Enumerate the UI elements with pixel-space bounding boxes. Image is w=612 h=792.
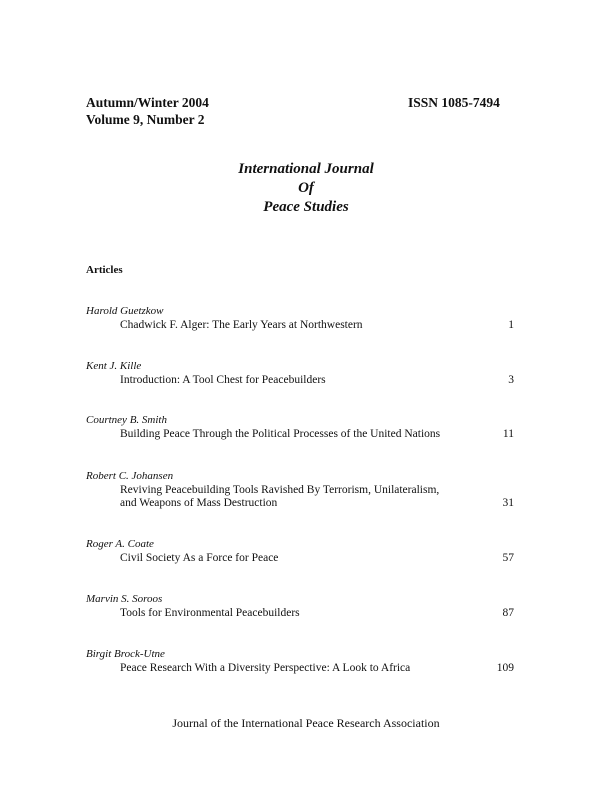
article-author: Courtney B. Smith	[86, 414, 167, 426]
journal-title-line-1: International Journal	[238, 161, 374, 177]
article-title: Chadwick F. Alger: The Early Years at Northwestern	[120, 319, 363, 331]
volume-number: Volume 9, Number 2	[86, 112, 205, 127]
article-page: 11	[502, 428, 514, 440]
article-title: Civil Society As a Force for Peace	[120, 552, 279, 564]
article-author: Marvin S. Soroos	[86, 593, 163, 605]
article-author: Roger A. Coate	[86, 538, 154, 550]
article-author: Harold Guetzkow	[86, 305, 164, 317]
article-title: Reviving Peacebuilding Tools Ravished By Terrorism, Unilateralism,	[120, 484, 440, 496]
article-page: 1	[508, 319, 514, 331]
article-page: 109	[496, 662, 514, 674]
article-title: Peace Research With a Diversity Perspective: A Look to Africa	[120, 662, 411, 674]
article-title: Tools for Environmental Peacebuilders	[120, 607, 300, 619]
journal-title-line-3: Peace Studies	[263, 199, 349, 215]
article-page: 3	[508, 374, 514, 386]
section-heading: Articles	[86, 264, 123, 276]
footer-text: Journal of the International Peace Research Association	[172, 716, 440, 730]
issue-date: Autumn/Winter 2004	[86, 95, 209, 110]
article-title: Building Peace Through the Political Processes of the United Nations	[120, 428, 441, 440]
article-page: 57	[502, 552, 514, 564]
article-author: Birgit Brock-Utne	[86, 648, 165, 660]
article-author: Robert C. Johansen	[86, 470, 174, 482]
article-author: Kent J. Kille	[86, 360, 142, 372]
article-page: 31	[502, 497, 514, 509]
article-page: 87	[502, 607, 514, 619]
journal-title-line-2: Of	[298, 180, 314, 196]
issn: ISSN 1085-7494	[408, 95, 500, 110]
article-title-continued: and Weapons of Mass Destruction	[120, 497, 278, 509]
article-title: Introduction: A Tool Chest for Peacebuilders	[120, 374, 326, 386]
